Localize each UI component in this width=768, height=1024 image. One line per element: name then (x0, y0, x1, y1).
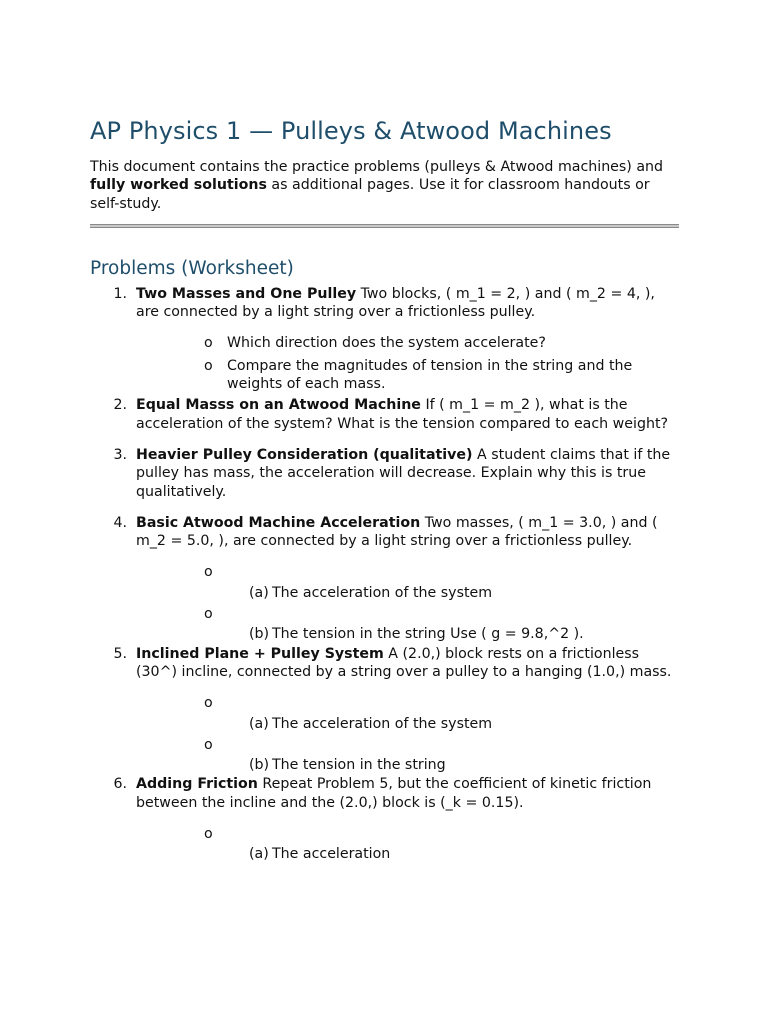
section-title: Problems (Worksheet) (90, 257, 294, 279)
problem-item (90, 645, 679, 775)
problem-item (90, 514, 679, 644)
part-line (136, 715, 679, 733)
problem-number: 3. (113, 446, 127, 463)
part-text: The acceleration of the system (272, 715, 493, 732)
problem-number: 1. (113, 285, 127, 302)
subquestion-list (136, 334, 679, 393)
subquestion-item (136, 825, 679, 864)
part-text: The tension in the string Use ( g = 9.8,^2 ). (272, 626, 584, 643)
problem-title: Basic Atwood Machine Acceleration (136, 514, 421, 531)
problem-number: 6. (113, 776, 127, 793)
problem-statement (136, 285, 679, 322)
part-label: (b) (249, 626, 270, 643)
problem-number: 4. (113, 514, 127, 531)
problem-statement (136, 775, 679, 812)
problem-item (90, 396, 679, 433)
part-line (136, 584, 679, 602)
subquestion-text: Compare the magnitudes of tension in the string and the weights of each mass. (227, 357, 633, 393)
part-line (136, 845, 679, 863)
problem-number: 2. (113, 397, 127, 414)
part-text: The tension in the string (272, 757, 446, 774)
subquestion-item (136, 694, 679, 733)
problem-list (90, 285, 679, 864)
problem-text: Two masses, ( m_1 = 3.0, ) and ( m_2 = 5.0, ), are connected by a light string over a frictionless pulley. (136, 514, 658, 550)
problem-title: Heavier Pulley Consideration (qualitative) (136, 446, 473, 463)
problem-text: A (2.0,) block rests on a frictionless (30^) incline, connected by a string over a pulley to a hanging (1.0,) mass. (136, 645, 672, 680)
subquestion-item (136, 357, 679, 394)
bullet-marker: o (204, 606, 213, 623)
problem-item (90, 446, 679, 501)
problem-item (90, 775, 679, 863)
subquestion-list (136, 825, 679, 864)
problem-text: Repeat Problem 5, but the coefficient of kinetic friction between the incline and the (2.0,) block is (_k = 0.15). (136, 776, 652, 811)
problem-title: Adding Friction (136, 776, 258, 793)
bullet-marker: o (204, 826, 213, 843)
problem-title: Inclined Plane + Pulley System (136, 645, 384, 662)
document-page (90, 114, 679, 864)
problem-statement (136, 645, 679, 682)
problem-title: Equal Masss on an Atwood Machine (136, 397, 421, 414)
bullet-marker: o (204, 335, 213, 352)
problem-item (90, 285, 679, 393)
subquestion-list (136, 694, 679, 774)
part-text: The acceleration of the system (272, 584, 493, 601)
part-label: (b) (249, 757, 270, 774)
horizontal-rule (90, 224, 679, 228)
intro-bold-text: fully worked solutions (90, 177, 267, 194)
subquestion-text: Which direction does the system accelerate? (227, 335, 546, 352)
problem-text: If ( m_1 = m_2 ), what is the acceleration of the system? What is the tension compared to each weight? (136, 397, 669, 432)
problem-number: 5. (113, 645, 127, 662)
subquestion-item (136, 563, 679, 602)
problem-statement (136, 514, 679, 551)
bullet-marker: o (204, 736, 213, 753)
bullet-marker: o (204, 564, 213, 581)
problem-title: Two Masses and One Pulley (136, 285, 357, 302)
intro-text-end: as additional pages. Use it for classroom handouts or self-study. (90, 177, 650, 212)
part-text: The acceleration (272, 846, 391, 863)
document-title: AP Physics 1 — Pulleys & Atwood Machines (90, 117, 612, 145)
intro-paragraph (90, 158, 679, 213)
problem-text: A student claims that if the pulley has mass, the acceleration will decrease. Explain why this is true qualitatively. (136, 446, 671, 500)
problem-statement (136, 396, 679, 433)
bullet-marker: o (204, 695, 213, 712)
subquestion-list (136, 563, 679, 643)
part-label: (a) (249, 715, 269, 732)
subquestion-item (136, 736, 679, 775)
part-line (136, 625, 679, 643)
intro-text-start: This document contains the practice problems (pulleys & Atwood machines) and (90, 159, 664, 175)
part-line (136, 756, 679, 774)
problem-statement (136, 446, 679, 501)
part-label: (a) (249, 584, 269, 601)
problem-text: Two blocks, ( m_1 = 2, ) and ( m_2 = 4, ), are connected by a light string over a frictionless pulley. (136, 285, 655, 321)
bullet-marker: o (204, 357, 213, 374)
subquestion-item (136, 605, 679, 644)
subquestion-item (136, 334, 679, 352)
part-label: (a) (249, 846, 269, 863)
